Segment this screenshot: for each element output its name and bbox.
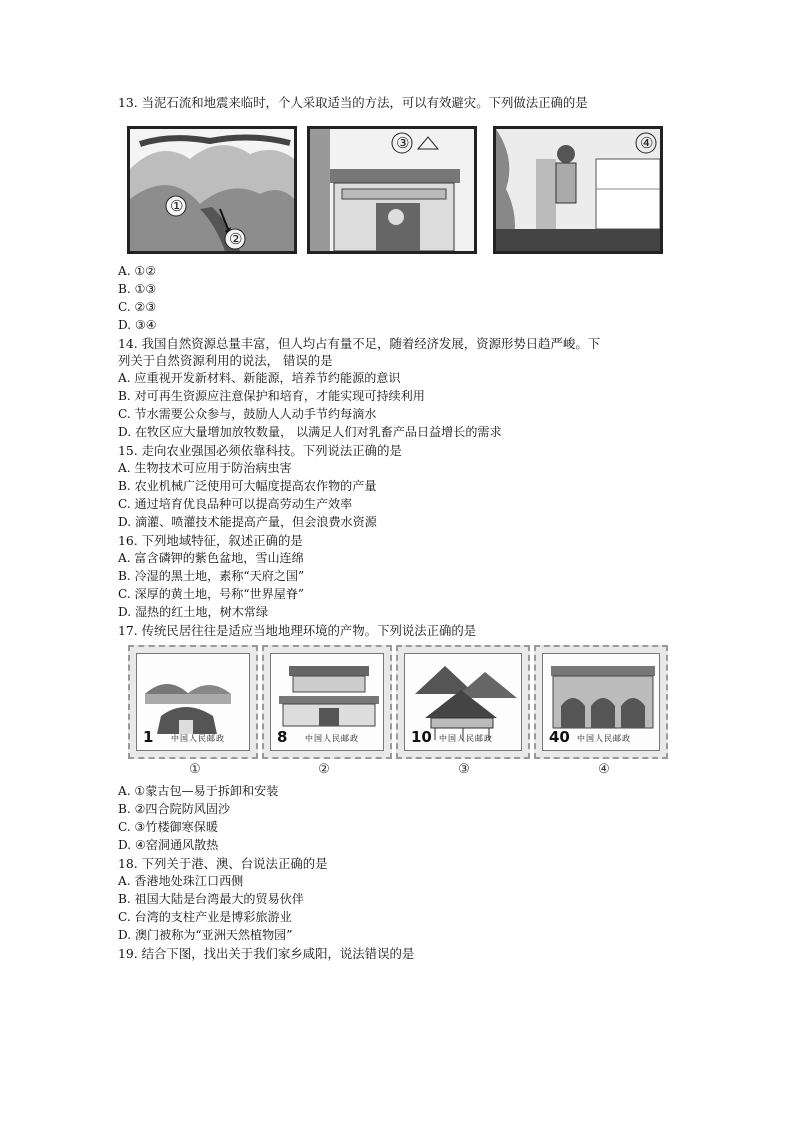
q15-option-d: D. 滴灌、喷灌技术能提高产量，但会浪费水资源 bbox=[118, 515, 377, 529]
q16-option-c: C. 深厚的黄土地，号称“世界屋脊” bbox=[118, 587, 305, 601]
q18-option-b: B. 祖国大陆是台湾最大的贸易伙伴 bbox=[118, 892, 304, 906]
q16-option-b: B. 冷湿的黑土地，素称“天府之国” bbox=[118, 569, 305, 583]
stamp-1-post-label: 中国人民邮政 bbox=[171, 734, 225, 743]
q17-stem: 17. 传统民居往往是适应当地地理环境的产物。下列说法正确的是 bbox=[118, 623, 477, 638]
stamp-3-post-label: 中国人民邮政 bbox=[439, 734, 493, 743]
stamp-2-value: 8 bbox=[277, 728, 288, 746]
mark-3: ③ bbox=[396, 134, 410, 152]
stamp-2-post-label: 中国人民邮政 bbox=[305, 734, 359, 743]
stairs-figure bbox=[493, 126, 663, 254]
stamp-3-caption: ③ bbox=[458, 762, 470, 777]
q14-option-c: C. 节水需要公众参与，鼓励人人动手节约每滴水 bbox=[118, 407, 377, 421]
stamp-beijing-siheyuan bbox=[262, 645, 392, 759]
stamp-mongolian-yurt bbox=[128, 645, 258, 759]
stamp-loess-cave-dwelling bbox=[534, 645, 668, 759]
q13-option-d: D. ③④ bbox=[118, 318, 157, 332]
q13-option-c: C. ②③ bbox=[118, 300, 157, 314]
q15-option-c: C. 通过培育优良品种可以提高劳动生产效率 bbox=[118, 497, 353, 511]
q15-option-b: B. 农业机械广泛使用可大幅度提高农作物的产量 bbox=[118, 479, 377, 493]
stamp-dai-bamboo-house bbox=[396, 645, 530, 759]
mudslide-figure bbox=[127, 126, 297, 254]
desk-shelter-figure bbox=[307, 126, 477, 254]
stamp-1-caption: ① bbox=[189, 762, 201, 777]
q17-option-a: A. ①蒙古包—易于拆卸和安装 bbox=[118, 784, 279, 798]
q15-stem: 15. 走向农业强国必须依靠科技。下列说法正确的是 bbox=[118, 443, 402, 458]
q16-option-d: D. 湿热的红土地，树木常绿 bbox=[118, 605, 268, 619]
q18-stem: 18. 下列关于港、澳、台说法正确的是 bbox=[118, 856, 328, 871]
q14-option-a: A. 应重视开发新材料、新能源，培养节约能源的意识 bbox=[118, 371, 401, 385]
stamp-3-value: 10 bbox=[411, 728, 432, 746]
q15-option-a: A. 生物技术可应用于防治病虫害 bbox=[118, 461, 292, 475]
mark-1: ① bbox=[170, 197, 184, 215]
q14-stem-line2: 列关于自然资源利用的说法， 错误的是 bbox=[118, 353, 333, 368]
q17-option-d: D. ④窑洞通风散热 bbox=[118, 838, 219, 852]
stamp-4-post-label: 中国人民邮政 bbox=[577, 734, 631, 743]
stamp-2-caption: ② bbox=[318, 762, 330, 777]
q16-stem: 16. 下列地域特征，叙述正确的是 bbox=[118, 533, 303, 548]
q14-stem-line1: 14. 我国自然资源总量丰富，但人均占有量不足，随着经济发展，资源形势日趋严峻。下 bbox=[118, 336, 601, 351]
stamp-4-caption: ④ bbox=[598, 762, 610, 777]
q16-option-a: A. 富含磷钾的紫色盆地，雪山连绵 bbox=[118, 551, 304, 565]
q18-option-a: A. 香港地处珠江口西侧 bbox=[118, 874, 244, 888]
stamp-4-value: 40 bbox=[549, 728, 570, 746]
mark-4: ④ bbox=[640, 134, 654, 152]
q14-option-b: B. 对可再生资源应注意保护和培育，才能实现可持续利用 bbox=[118, 389, 425, 403]
q13-option-b: B. ①③ bbox=[118, 282, 157, 296]
mark-2: ② bbox=[229, 230, 243, 248]
q19-stem: 19. 结合下图，找出关于我们家乡咸阳，说法错误的是 bbox=[118, 946, 415, 961]
q13-option-a: A. ①② bbox=[118, 264, 157, 278]
q18-option-c: C. 台湾的支柱产业是博彩旅游业 bbox=[118, 910, 292, 924]
q14-option-d: D. 在牧区应大量增加放牧数量， 以满足人们对乳畜产品日益增长的需求 bbox=[118, 425, 502, 439]
q17-option-b: B. ②四合院防风固沙 bbox=[118, 802, 231, 816]
q18-option-d: D. 澳门被称为“亚洲天然植物园” bbox=[118, 928, 293, 942]
q13-stem: 13. 当泥石流和地震来临时，个人采取适当的方法，可以有效避灾。下列做法正确的是 bbox=[118, 95, 588, 110]
q17-option-c: C. ③竹楼御寒保暖 bbox=[118, 820, 218, 834]
stamp-1-value: 1 bbox=[143, 728, 154, 746]
